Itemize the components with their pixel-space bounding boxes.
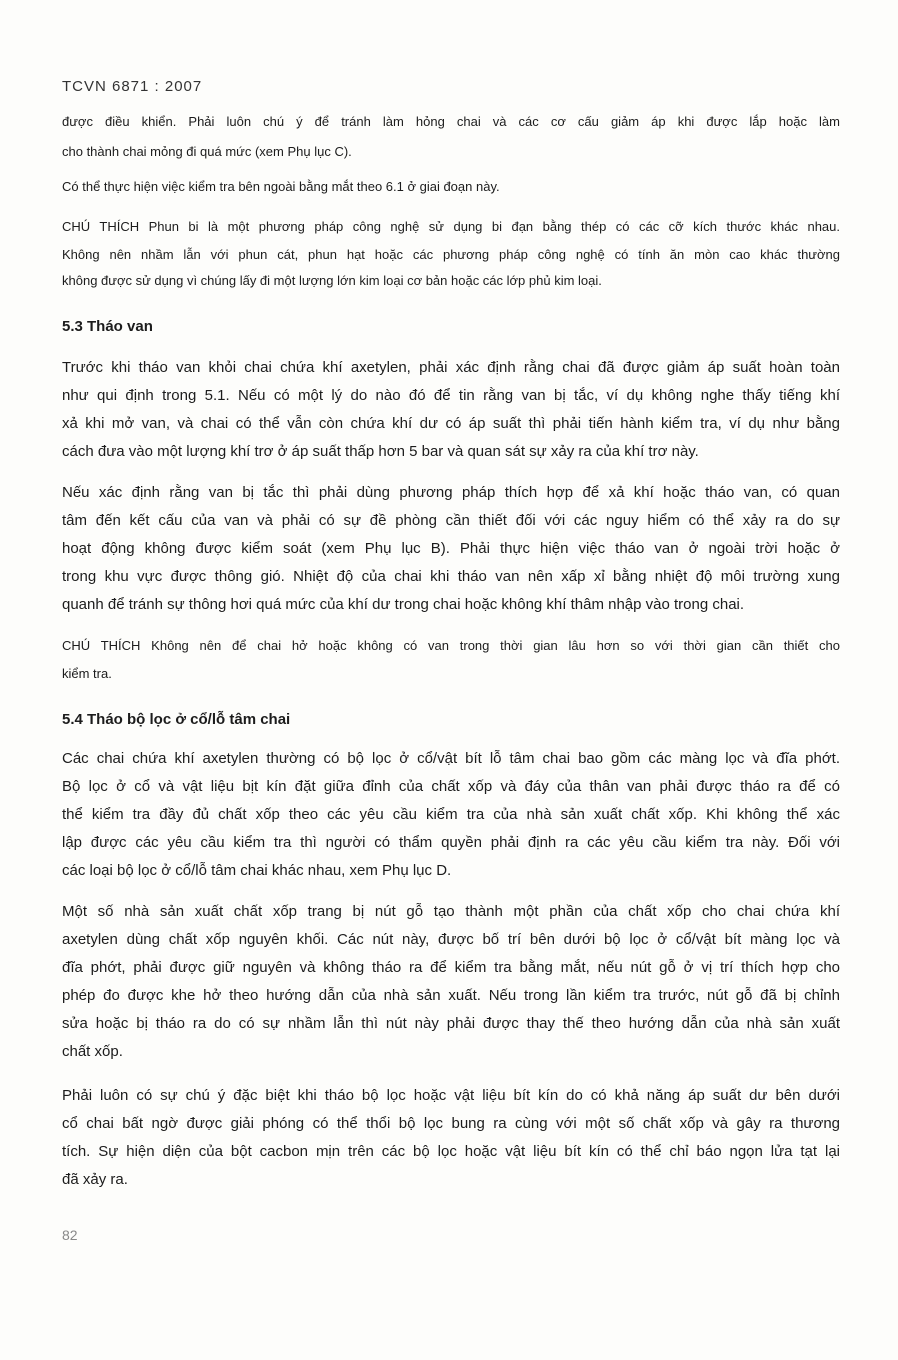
intro-line: cho thành chai mỏng đi quá mức (xem Phụ lục C). xyxy=(62,144,352,159)
note-line: kiểm tra. xyxy=(62,666,112,681)
paragraph-line: tâm đến kết cấu của van và phải có sự đề phòng cần thiết đối với các nguy hiểm có thể xảy ra do sự xyxy=(62,512,840,529)
intro-line: được điều khiển. Phải luôn chú ý để tránh làm hỏng chai và các cơ cấu giảm áp khi được lắp hoặc làm xyxy=(62,114,840,129)
standard-code: TCVN 6871 : 2007 xyxy=(62,78,203,95)
paragraph-line: tích. Sự hiện diện của bột cacbon mịn trên các bộ lọc hoặc vật liệu bít kín có thể chỉ báo ngọn lửa tạt lại xyxy=(62,1143,840,1160)
paragraph-line: đã xảy ra. xyxy=(62,1171,128,1188)
paragraph-line: hoạt động không được kiểm soát (xem Phụ lục B). Phải thực hiện việc tháo van ở ngoài trời hoặc ở xyxy=(62,540,840,557)
paragraph-line: quanh để tránh sự thông hơi quá mức của khí dư trong chai hoặc không khí thâm nhập vào trong chai. xyxy=(62,596,745,613)
paragraph-line: lập được các yêu cầu kiểm tra thì người có thẩm quyền phải định ra các yêu cầu kiểm tra này. Đối với xyxy=(62,834,840,851)
paragraph-line: đĩa phớt, phải được giữ nguyên và không tháo ra để kiểm tra bằng mắt, nếu nút gỗ ở vị trí thích hợp cho xyxy=(62,959,840,976)
paragraph-line: sửa hoặc bị tháo ra do có sự nhầm lẫn thì nút này phải được thay thế theo hướng dẫn của nhà sản xuất xyxy=(62,1015,840,1032)
paragraph-line: cổ chai bất ngờ được giải phóng có thể thổi bộ lọc bung ra cùng với một số chất xốp và gây ra thương xyxy=(62,1115,840,1132)
intro-line: Có thể thực hiện việc kiểm tra bên ngoài bằng mắt theo 6.1 ở giai đoạn này. xyxy=(62,179,500,194)
section-heading-5-3: 5.3 Tháo van xyxy=(62,318,153,335)
paragraph-line: cách đưa vào một lượng khí trơ ở áp suất thấp hơn 5 bar và quan sát sự xảy ra của khí trơ này. xyxy=(62,443,699,460)
section-heading-5-4: 5.4 Tháo bộ lọc ở cổ/lỗ tâm chai xyxy=(62,711,291,728)
paragraph-line: trong khu vực được thông gió. Nhiệt độ của chai khi tháo van nên xấp xỉ bằng nhiệt độ môi trường xung xyxy=(62,568,840,585)
paragraph-line: như qui định trong 5.1. Nếu có một lý do nào đó để tin rằng van bị tắc, ví dụ không nghe thấy tiếng khí xyxy=(62,387,840,404)
paragraph-line: các loại bộ lọc ở cổ/lỗ tâm chai khác nhau, xem Phụ lục D. xyxy=(62,862,452,879)
note-line: không được sử dụng vì chúng lấy đi một lượng lớn kim loại cơ bản hoặc các lớp phủ kim loại. xyxy=(62,273,602,288)
paragraph-line: Trước khi tháo van khỏi chai chứa khí axetylen, phải xác định rằng chai đã được giảm áp suất hoàn toàn xyxy=(62,359,840,376)
paragraph-line: Phải luôn có sự chú ý đặc biệt khi tháo bộ lọc hoặc vật liệu bít kín do có khả năng áp suất dư bên dưới xyxy=(62,1087,840,1104)
paragraph-line: axetylen dùng chất xốp nguyên khối. Các nút này, được bố trí bên dưới bộ lọc ở cổ/vật bít màng lọc và xyxy=(62,931,840,948)
paragraph-line: Nếu xác định rằng van bị tắc thì phải dùng phương pháp thích hợp để xả khí hoặc tháo van, có quan xyxy=(62,484,840,501)
paragraph-line: Bộ lọc ở cổ và vật liệu bịt kín đặt giữa đỉnh của chất xốp và đáy của thân van phải được tháo ra để có xyxy=(62,778,840,795)
note-line: CHÚ THÍCH Phun bi là một phương pháp công nghệ sử dụng bi đạn bằng thép có các cỡ kích thước khác nhau. xyxy=(62,219,840,234)
note-line: Không nên nhầm lẫn với phun cát, phun hạt hoặc các phương pháp công nghệ có tính ăn mòn cao khác thường xyxy=(62,247,840,262)
page-number: 82 xyxy=(62,1227,78,1243)
paragraph-line: xả khi mở van, và chai có thể vẫn còn chứa khí dư có áp suất thì phải tiến hành kiểm tra, ví dụ như bằng xyxy=(62,415,840,432)
paragraph-line: chất xốp. xyxy=(62,1043,123,1060)
paragraph-line: thể kiểm tra đầy đủ chất xốp theo các yêu cầu kiểm tra của nhà sản xuất chất xốp. Khi không thể xác xyxy=(62,806,840,823)
paragraph-line: Một số nhà sản xuất chất xốp trang bị nút gỗ tạo thành một phần của chất xốp cho chai chứa khí xyxy=(62,903,840,920)
paragraph-line: phép đo được khe hở theo hướng dẫn của nhà sản xuất. Nếu trong lần kiểm tra trước, nút gỗ đã bị chỉnh xyxy=(62,987,840,1004)
paragraph-line: Các chai chứa khí axetylen thường có bộ lọc ở cổ/vật bít lỗ tâm chai bao gồm các màng lọc và đĩa phớt. xyxy=(62,750,840,767)
note-line: CHÚ THÍCH Không nên để chai hở hoặc không có van trong thời gian lâu hơn so với thời gian cần thiết cho xyxy=(62,638,840,653)
